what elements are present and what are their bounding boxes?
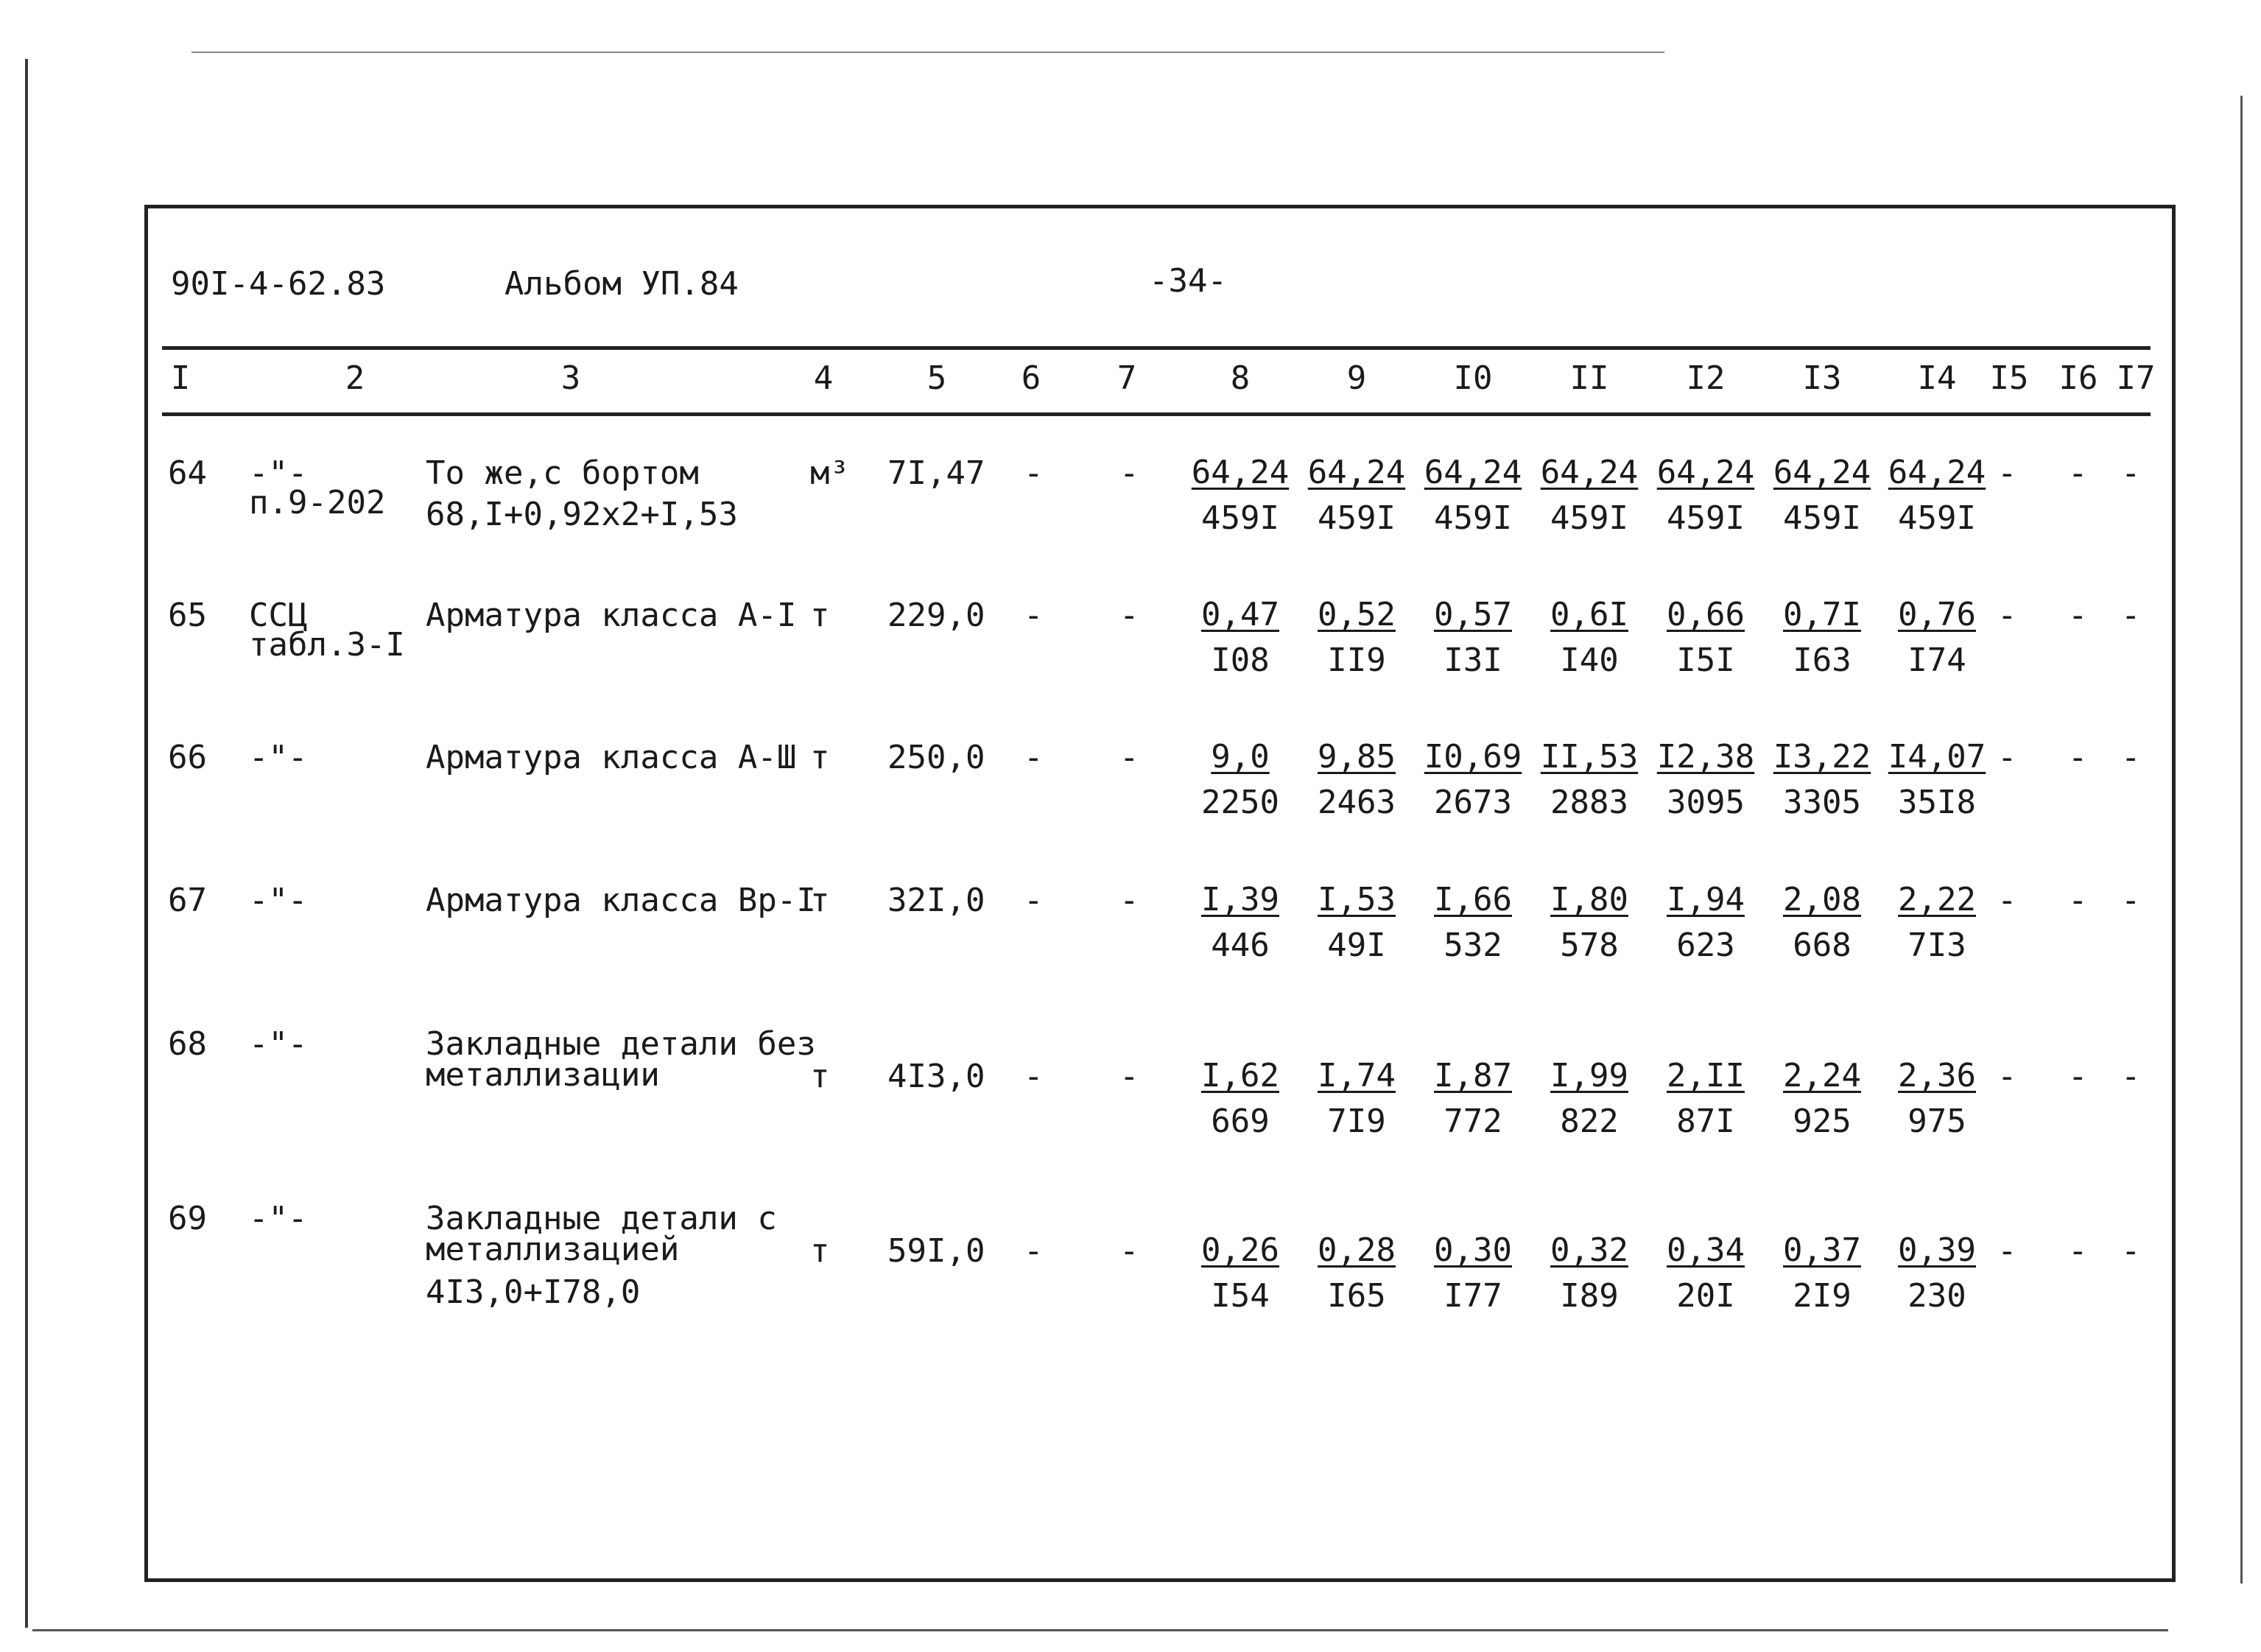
quantity-value: I,80 <box>1550 881 1628 918</box>
cost-value: 459I <box>1201 499 1279 537</box>
cost-value: 230 <box>1907 1277 1966 1315</box>
quantity-value: I,94 <box>1667 881 1745 918</box>
row-reference: -"- <box>249 1200 308 1237</box>
row-value-col8 <box>1189 1057 1292 1140</box>
row-value-col9 <box>1305 454 1408 537</box>
cost-value: 49I <box>1327 927 1386 964</box>
row-unit-price: 7I,47 <box>887 454 985 492</box>
cost-value: 2673 <box>1434 784 1512 821</box>
column-number: I <box>170 359 191 397</box>
quantity-value: II,53 <box>1540 738 1639 776</box>
cost-value: 669 <box>1211 1103 1270 1140</box>
cost-value: 578 <box>1560 927 1619 964</box>
row-value-col14 <box>1885 454 1989 537</box>
row-value-col13 <box>1771 454 1874 537</box>
cost-value: 459I <box>1434 499 1512 537</box>
row-col15: - <box>1997 1232 2017 1270</box>
quantity-value: 0,66 <box>1667 596 1745 633</box>
quantity-value: 64,24 <box>1888 454 1986 491</box>
cost-value: 459I <box>1667 499 1745 537</box>
row-col15: - <box>1997 739 2017 776</box>
quantity-value: 0,34 <box>1667 1231 1745 1269</box>
scan-edge-left <box>25 59 28 1628</box>
cost-value: 2250 <box>1201 784 1279 821</box>
cost-value: 35I8 <box>1898 784 1976 821</box>
row-value-col8 <box>1189 454 1292 537</box>
column-number: 2 <box>345 359 365 397</box>
row-unit: м³ <box>810 454 849 492</box>
row-unit-price: 250,0 <box>887 739 985 776</box>
row-number: 69 <box>168 1200 207 1237</box>
row-description: Закладные детали с <box>426 1200 777 1237</box>
cost-value: 3305 <box>1783 784 1861 821</box>
row-unit-price: 59I,0 <box>887 1232 985 1270</box>
row-reference-detail: табл.3-I <box>249 626 405 664</box>
quantity-value: I,66 <box>1434 881 1512 918</box>
row-col15: - <box>1997 882 2017 919</box>
cost-value: 623 <box>1676 927 1735 964</box>
column-number: I5 <box>1989 359 2029 397</box>
row-value-col13 <box>1771 881 1874 964</box>
quantity-value: 0,76 <box>1898 596 1976 633</box>
row-value-col12 <box>1654 1231 1757 1315</box>
quantity-value: 64,24 <box>1773 454 1871 491</box>
quantity-value: 64,24 <box>1424 454 1522 491</box>
row-col6: - <box>1024 454 1044 492</box>
row-description: Арматура класса Вр-I <box>426 882 816 919</box>
album-title: Альбом УП.84 <box>504 265 739 303</box>
row-description: Закладные детали без <box>426 1025 816 1063</box>
column-number: 3 <box>560 359 581 397</box>
row-value-col10 <box>1421 738 1525 821</box>
row-col6: - <box>1024 739 1044 776</box>
row-value-col8 <box>1189 596 1292 679</box>
row-value-col9 <box>1305 1057 1408 1140</box>
cost-value: I74 <box>1907 642 1966 679</box>
row-col6: - <box>1024 882 1044 919</box>
row-col7: - <box>1119 1232 1139 1270</box>
quantity-value: I,53 <box>1318 881 1396 918</box>
row-value-col12 <box>1654 596 1757 679</box>
cost-value: 7I9 <box>1327 1103 1386 1140</box>
quantity-value: 9,0 <box>1211 738 1270 776</box>
row-description: Арматура класса А-I <box>426 597 797 634</box>
row-reference: -"- <box>249 739 308 776</box>
row-value-col14 <box>1885 1057 1989 1140</box>
cost-value: I77 <box>1444 1277 1502 1315</box>
row-number: 67 <box>168 882 207 919</box>
quantity-value: 0,47 <box>1201 596 1279 633</box>
scan-edge-top <box>191 52 1664 53</box>
cost-value: I08 <box>1211 642 1270 679</box>
row-description: То же,с бортом <box>426 454 699 492</box>
cost-value: 2463 <box>1318 784 1396 821</box>
row-description-line2: металлизацией <box>426 1231 680 1268</box>
row-col16: - <box>2068 597 2088 634</box>
row-reference: -"- <box>249 454 308 492</box>
quantity-value: 0,30 <box>1434 1231 1512 1269</box>
cost-value: 822 <box>1560 1103 1619 1140</box>
quantity-value: 0,37 <box>1783 1231 1861 1269</box>
row-col7: - <box>1119 882 1139 919</box>
column-number: I0 <box>1453 359 1493 397</box>
row-col16: - <box>2068 1232 2088 1270</box>
row-reference: -"- <box>249 1025 308 1063</box>
row-unit: т <box>810 597 830 634</box>
row-description-formula: 4I3,0+I78,0 <box>426 1273 641 1311</box>
row-value-col14 <box>1885 1231 1989 1315</box>
cost-value: 459I <box>1550 499 1628 537</box>
row-number: 66 <box>168 739 207 776</box>
row-number: 68 <box>168 1025 207 1063</box>
row-col6: - <box>1024 1232 1044 1270</box>
scan-edge-right <box>2240 96 2243 1584</box>
row-value-col11 <box>1538 596 1641 679</box>
quantity-value: 0,26 <box>1201 1231 1279 1269</box>
header-rule-top <box>162 346 2151 350</box>
row-col16: - <box>2068 454 2088 492</box>
row-col16: - <box>2068 739 2088 776</box>
row-col17: - <box>2121 882 2141 919</box>
quantity-value: I,87 <box>1434 1057 1512 1094</box>
quantity-value: I,39 <box>1201 881 1279 918</box>
row-reference: -"- <box>249 882 308 919</box>
row-value-col14 <box>1885 881 1989 964</box>
row-reference-detail: п.9-202 <box>249 484 386 521</box>
row-description: Арматура класса А-Ш <box>426 739 797 776</box>
row-value-col8 <box>1189 1231 1292 1315</box>
row-reference: ССЦ <box>249 597 308 634</box>
row-value-col12 <box>1654 1057 1757 1140</box>
cost-value: 87I <box>1676 1103 1735 1140</box>
row-value-col9 <box>1305 738 1408 821</box>
row-col7: - <box>1119 454 1139 492</box>
row-col16: - <box>2068 1058 2088 1095</box>
quantity-value: 0,39 <box>1898 1231 1976 1269</box>
row-number: 65 <box>168 597 207 634</box>
row-col6: - <box>1024 1058 1044 1095</box>
column-number: 6 <box>1021 359 1041 397</box>
column-number: I6 <box>2058 359 2098 397</box>
column-number: I7 <box>2116 359 2156 397</box>
cost-value: 459I <box>1318 499 1396 537</box>
cost-value: 925 <box>1793 1103 1852 1140</box>
quantity-value: 64,24 <box>1191 454 1290 491</box>
column-number: I3 <box>1802 359 1842 397</box>
row-value-col10 <box>1421 881 1525 964</box>
row-col15: - <box>1997 1058 2017 1095</box>
row-unit-price: 229,0 <box>887 597 985 634</box>
row-value-col11 <box>1538 1057 1641 1140</box>
row-value-col10 <box>1421 454 1525 537</box>
column-number: 9 <box>1346 359 1367 397</box>
cost-value: I54 <box>1211 1277 1270 1315</box>
quantity-value: 64,24 <box>1656 454 1755 491</box>
column-number: 8 <box>1230 359 1251 397</box>
quantity-value: I,99 <box>1550 1057 1628 1094</box>
row-unit-price: 32I,0 <box>887 882 985 919</box>
quantity-value: 2,24 <box>1783 1057 1861 1094</box>
quantity-value: 2,II <box>1667 1057 1745 1094</box>
page-number: -34- <box>1149 262 1227 300</box>
row-value-col11 <box>1538 881 1641 964</box>
row-unit: т <box>810 739 830 776</box>
row-col7: - <box>1119 739 1139 776</box>
row-value-col12 <box>1654 454 1757 537</box>
row-value-col11 <box>1538 454 1641 537</box>
cost-value: 7I3 <box>1907 927 1966 964</box>
quantity-value: 64,24 <box>1307 454 1406 491</box>
column-number: 7 <box>1117 359 1137 397</box>
row-value-col9 <box>1305 881 1408 964</box>
cost-value: 2883 <box>1550 784 1628 821</box>
quantity-value: I,74 <box>1318 1057 1396 1094</box>
quantity-value: 64,24 <box>1540 454 1639 491</box>
quantity-value: I3,22 <box>1773 738 1871 776</box>
cost-value: 772 <box>1444 1103 1502 1140</box>
row-unit-price: 4I3,0 <box>887 1058 985 1095</box>
quantity-value: 2,22 <box>1898 881 1976 918</box>
quantity-value: 2,08 <box>1783 881 1861 918</box>
quantity-value: I4,07 <box>1888 738 1986 776</box>
cost-value: 975 <box>1907 1103 1966 1140</box>
cost-value: I63 <box>1793 642 1852 679</box>
cost-value: 446 <box>1211 927 1270 964</box>
row-col16: - <box>2068 882 2088 919</box>
row-col17: - <box>2121 1058 2141 1095</box>
row-value-col14 <box>1885 738 1989 821</box>
document-code: 90I-4-62.83 <box>171 265 386 303</box>
row-value-col10 <box>1421 1057 1525 1140</box>
row-value-col8 <box>1189 738 1292 821</box>
row-value-col11 <box>1538 738 1641 821</box>
row-col17: - <box>2121 739 2141 776</box>
cost-value: 532 <box>1444 927 1502 964</box>
column-number: I2 <box>1686 359 1726 397</box>
quantity-value: 0,6I <box>1550 596 1628 633</box>
row-description-line2: металлизации <box>426 1056 660 1094</box>
cost-value: I89 <box>1560 1277 1619 1315</box>
row-value-col10 <box>1421 596 1525 679</box>
quantity-value: I0,69 <box>1424 738 1522 776</box>
row-value-col13 <box>1771 1231 1874 1315</box>
cost-value: 20I <box>1676 1277 1735 1315</box>
cost-value: I3I <box>1444 642 1502 679</box>
cost-value: 459I <box>1783 499 1861 537</box>
row-description-formula: 68,I+0,92x2+I,53 <box>426 496 738 533</box>
quantity-value: 0,32 <box>1550 1231 1628 1269</box>
column-number: II <box>1569 359 1609 397</box>
cost-value: 668 <box>1793 927 1852 964</box>
cost-value: 2I9 <box>1793 1277 1852 1315</box>
column-number: 5 <box>926 359 947 397</box>
row-value-col13 <box>1771 738 1874 821</box>
row-value-col12 <box>1654 881 1757 964</box>
cost-value: I5I <box>1676 642 1735 679</box>
quantity-value: 2,36 <box>1898 1057 1976 1094</box>
row-col15: - <box>1997 454 2017 492</box>
quantity-value: 0,28 <box>1318 1231 1396 1269</box>
cost-value: II9 <box>1327 642 1386 679</box>
row-value-col9 <box>1305 596 1408 679</box>
column-number: 4 <box>813 359 834 397</box>
row-col7: - <box>1119 1058 1139 1095</box>
row-value-col14 <box>1885 596 1989 679</box>
row-value-col13 <box>1771 596 1874 679</box>
row-col17: - <box>2121 454 2141 492</box>
quantity-value: 0,57 <box>1434 596 1512 633</box>
quantity-value: 9,85 <box>1318 738 1396 776</box>
row-col6: - <box>1024 597 1044 634</box>
quantity-value: 0,52 <box>1318 596 1396 633</box>
scan-edge-bottom <box>32 1629 2168 1631</box>
quantity-value: 0,7I <box>1783 596 1861 633</box>
cost-value: I65 <box>1327 1277 1386 1315</box>
quantity-value: I,62 <box>1201 1057 1279 1094</box>
column-number: I4 <box>1917 359 1957 397</box>
row-col17: - <box>2121 597 2141 634</box>
row-col7: - <box>1119 597 1139 634</box>
quantity-value: I2,38 <box>1656 738 1755 776</box>
row-value-col9 <box>1305 1231 1408 1315</box>
row-value-col8 <box>1189 881 1292 964</box>
row-col15: - <box>1997 597 2017 634</box>
row-value-col10 <box>1421 1231 1525 1315</box>
row-value-col12 <box>1654 738 1757 821</box>
row-value-col11 <box>1538 1231 1641 1315</box>
cost-value: 459I <box>1898 499 1976 537</box>
row-number: 64 <box>168 454 207 492</box>
row-unit: т <box>810 1232 830 1270</box>
cost-value: 3095 <box>1667 784 1745 821</box>
cost-value: I40 <box>1560 642 1619 679</box>
row-unit: т <box>810 1058 830 1095</box>
row-col17: - <box>2121 1232 2141 1270</box>
row-unit: т <box>810 882 830 919</box>
header-rule-bottom <box>162 412 2151 416</box>
row-value-col13 <box>1771 1057 1874 1140</box>
